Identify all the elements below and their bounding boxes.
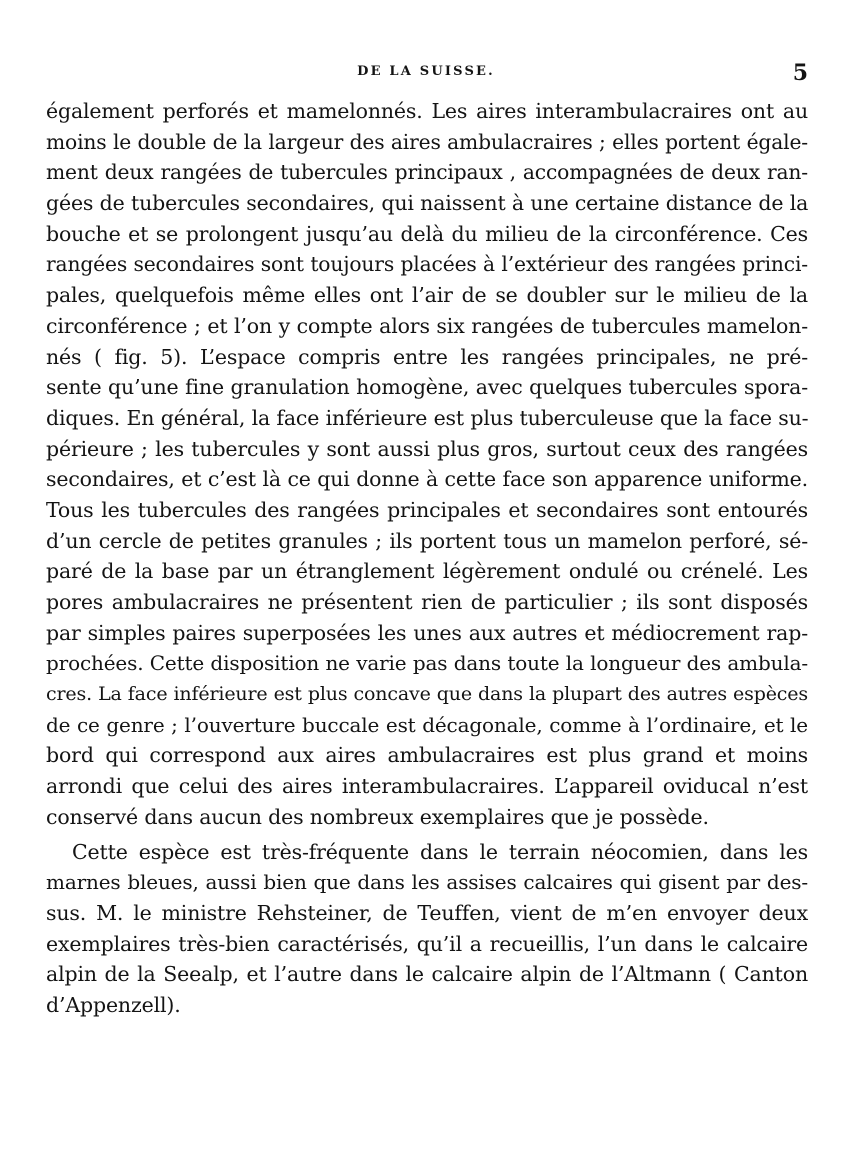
- text-line: exemplaires très-bien caractérisés, qu’il a recueillis, l’un dans le calcaire: [46, 931, 808, 956]
- text-line: secondaires, et c’est là ce qui donne à cette face son apparence uniforme.: [46, 467, 808, 492]
- body-text: [46, 96, 808, 1021]
- text-line: ment deux rangées de tubercules principaux , accompagnées de deux ran-: [46, 160, 808, 185]
- text-line: pales, quelquefois même elles ont l’air de se doubler sur le milieu de la: [46, 283, 808, 308]
- text-line: sus. M. le ministre Rehsteiner, de Teuffen, vient de m’en envoyer deux: [46, 900, 808, 925]
- text-line: d’un cercle de petites granules ; ils portent tous un mamelon perforé, sé-: [46, 528, 808, 553]
- text-line: également perforés et mamelonnés. Les aires interambulacraires ont au: [46, 99, 808, 123]
- text-line: Cette espèce est très-fréquente dans le terrain néocomien, dans les: [72, 839, 808, 864]
- page-header: [46, 62, 806, 88]
- text-line: circonférence ; et l’on y compte alors six rangées de tubercules mamelon-: [46, 313, 808, 338]
- running-head: DE LA SUISSE.: [357, 64, 495, 79]
- text-line: alpin de la Seealp, et l’autre dans le calcaire alpin de l’Altmann ( Canton: [46, 962, 808, 987]
- paragraph-2: [46, 837, 808, 1021]
- text-line: prochées. Cette disposition ne varie pas dans toute la longueur des ambula-: [46, 651, 808, 676]
- text-line: de ce genre ; l’ouverture buccale est décagonale, comme à l’ordinaire, et le: [46, 712, 808, 737]
- text-line: moins le double de la largeur des aires ambulacraires ; elles portent égale-: [46, 129, 808, 154]
- text-line: cres. La face inférieure est plus concave que dans la plupart des autres espèces: [46, 683, 808, 706]
- paragraph-1: [46, 96, 808, 833]
- text-line: arrondi que celui des aires interambulacraires. L’appareil oviducal n’est: [46, 774, 808, 799]
- text-line: nés ( fig. 5). L’espace compris entre les rangées principales, ne pré-: [46, 344, 808, 369]
- text-line: marnes bleues, aussi bien que dans les assises calcaires qui gisent par des-: [46, 870, 808, 895]
- text-line: par simples paires superposées les unes aux autres et médiocrement rap-: [46, 620, 808, 645]
- text-line: conservé dans aucun des nombreux exemplaires que je possède.: [46, 804, 709, 829]
- text-line: bord qui correspond aux aires ambulacraires est plus grand et moins: [46, 743, 808, 768]
- text-line: Tous les tubercules des rangées principales et secondaires sont entourés: [46, 497, 808, 522]
- text-line: bouche et se prolongent jusqu’au delà du milieu de la circonférence. Ces: [46, 221, 808, 246]
- text-line: gées de tubercules secondaires, qui naissent à une certaine distance de la: [46, 191, 809, 216]
- text-line: sente qu’une fine granulation homogène, avec quelques tubercules spora-: [46, 375, 808, 400]
- page-number: 5: [792, 60, 808, 86]
- text-line: périeure ; les tubercules y sont aussi plus gros, surtout ceux des rangées: [46, 436, 808, 461]
- text-line: d’Appenzell).: [46, 992, 181, 1017]
- text-line: diques. En général, la face inférieure est plus tuberculeuse que la face su-: [46, 405, 809, 430]
- text-line: rangées secondaires sont toujours placées à l’extérieur des rangées princi-: [46, 252, 808, 277]
- text-line: paré de la base par un étranglement légèrement ondulé ou crénelé. Les: [46, 559, 808, 584]
- text-line: pores ambulacraires ne présentent rien de particulier ; ils sont disposés: [46, 590, 808, 614]
